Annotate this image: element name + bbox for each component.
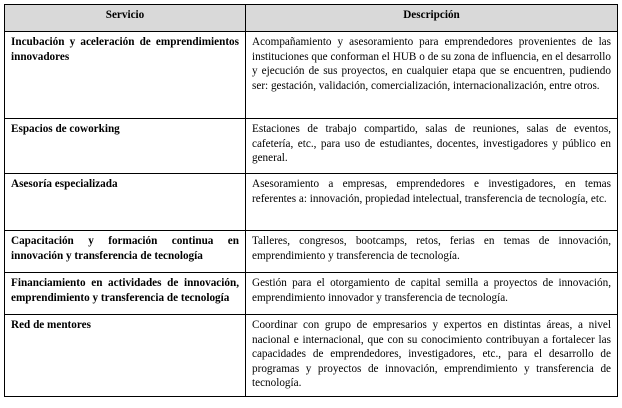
services-table [4,4,618,397]
table-row [5,315,618,397]
header-servicio: Servicio [5,5,246,32]
service-description: Asesoramiento a empresas, emprendedores e investigadores, en temas referentes a: innovación, propiedad intelectual, transferencia de tecnología, etc. [246,174,618,231]
header-descripcion: Descripción [246,5,618,32]
table-row [5,119,618,174]
service-name: Capacitación y formación continua en innovación y transferencia de tecnología [5,231,246,273]
table-header-row [5,5,618,32]
service-name: Red de mentores [5,315,246,397]
service-name: Financiamiento en actividades de innovación, emprendimiento y transferencia de tecnología [5,273,246,315]
service-description: Talleres, congresos, bootcamps, retos, ferias en temas de innovación, emprendimiento y transferencia de tecnología. [246,231,618,273]
service-name: Espacios de coworking [5,119,246,174]
service-description: Estaciones de trabajo compartido, salas de reuniones, salas de eventos, cafetería, etc., para uso de estudiantes, docentes, investigadores y público en general. [246,119,618,174]
table-row [5,174,618,231]
service-description: Coordinar con grupo de empresarios y expertos en distintas áreas, a nivel nacional e internacional, que con su conocimiento contribuyan a fortalecer las capacidades de emprendedores, investigadores, etc., para el desarrollo de programas y proyectos de innovación, emprendimiento y transferencia de tecnología. [246,315,618,397]
service-name: Incubación y aceleración de emprendimientos innovadores [5,32,246,119]
table-row [5,231,618,273]
service-name: Asesoría especializada [5,174,246,231]
table-row [5,273,618,315]
service-description: Acompañamiento y asesoramiento para emprendedores provenientes de las instituciones que conforman el HUB o de su zona de influencia, en el desarrollo y ejecución de sus proyectos, en cualquier etapa que se encuentren, pudiendo ser: gestación, validación, comercialización, internacionalización, entre otros. [246,32,618,119]
table-row [5,32,618,119]
service-description: Gestión para el otorgamiento de capital semilla a proyectos de innovación, emprendimiento innovador y transferencia de tecnología. [246,273,618,315]
